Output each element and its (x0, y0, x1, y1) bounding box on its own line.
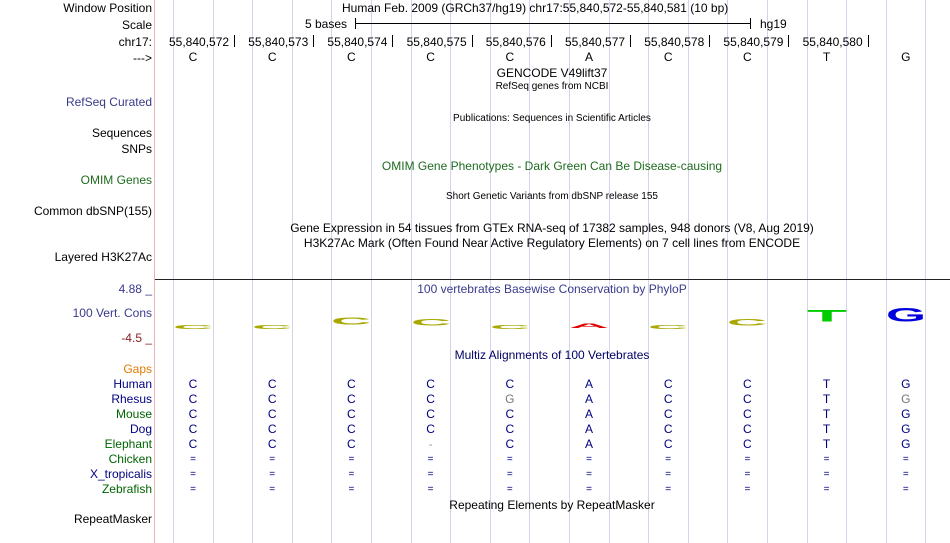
alignment-base: T (822, 392, 831, 406)
alignment-base: = (744, 454, 751, 465)
svg-text:C: C (489, 325, 532, 329)
scale-bar (355, 18, 751, 30)
ruler-tick (788, 35, 789, 47)
ruler-position: 55,840,579 (723, 35, 784, 49)
alignment-base: A (584, 377, 594, 391)
grid-line (371, 0, 372, 543)
alignment-base: = (665, 469, 672, 480)
alignment-base: C (505, 437, 515, 451)
alignment-base: = (269, 454, 276, 465)
scale-bases: 5 bases (305, 17, 348, 31)
base-letter: C (267, 50, 277, 64)
species-label[interactable]: X_tropicalis (89, 467, 152, 481)
alignment-base: T (822, 377, 831, 391)
ruler-tick (392, 35, 393, 47)
species-label[interactable]: Mouse (115, 407, 152, 421)
repeatmasker-label[interactable]: RepeatMasker (73, 512, 152, 526)
ruler-position: 55,840,576 (485, 35, 546, 49)
alignment-base: C (743, 377, 752, 391)
alignment-base: = (506, 469, 513, 480)
alignment-base: = (902, 469, 909, 480)
grid-line (886, 0, 887, 543)
grid-line (411, 0, 412, 543)
refseq-track-subtitle[interactable]: RefSeq genes from NCBI (495, 81, 609, 92)
ruler-position: 55,840,577 (565, 35, 626, 49)
alignment-base: = (823, 469, 830, 480)
alignment-base: A (584, 422, 594, 436)
svg-text:A: A (569, 323, 610, 328)
alignment-base: = (269, 469, 276, 480)
alignment-base: C (347, 377, 356, 391)
window-position-value: Human Feb. 2009 (GRCh37/hg19) chr17:55,840,572-55,840,581 (10 bp) (342, 1, 729, 15)
dbsnp-label[interactable]: Common dbSNP(155) (33, 204, 152, 218)
alignment-base: = (744, 484, 751, 495)
refseq-curated-label[interactable]: RefSeq Curated (65, 95, 152, 109)
alignment-base: A (584, 437, 594, 451)
alignment-base: G (901, 392, 911, 406)
svg-text:C: C (252, 325, 294, 329)
alignment-base: T (822, 422, 831, 436)
base-letter: C (743, 50, 752, 64)
alignment-base: C (505, 377, 515, 391)
cons-max-label: 4.88 _ (118, 282, 152, 296)
alignment-base: = (744, 469, 751, 480)
phylop-track-title[interactable]: 100 vertebrates Basewise Conservation by PhyloP (417, 282, 687, 296)
alignment-base: C (267, 392, 277, 406)
logo-letter (884, 307, 928, 322)
track-divider (155, 279, 950, 280)
base-letter: C (505, 50, 515, 64)
grid-line (767, 0, 768, 543)
alignment-base: = (506, 454, 513, 465)
alignment-base: = (190, 484, 196, 495)
alignment-base: C (188, 422, 198, 436)
logo-letter (646, 318, 690, 329)
alignment-base: C (347, 437, 356, 451)
svg-text:C: C (727, 319, 768, 326)
alignment-base: C (267, 422, 277, 436)
gtex-track-title[interactable]: Gene Expression in 54 tissues from GTEx RNA-seq of 17382 samples, 948 donors (V8, Aug 2019) (290, 221, 814, 235)
base-letter: C (426, 50, 435, 64)
alignment-base: C (426, 392, 435, 406)
ruler-tick (551, 35, 552, 47)
ruler-tick (472, 35, 473, 47)
alignment-base: C (663, 407, 673, 421)
svg-text:C: C (648, 325, 690, 329)
species-label[interactable]: Rhesus (111, 392, 152, 406)
alignment-base: A (584, 407, 594, 421)
strand-label: ---> (133, 51, 152, 65)
alignment-base: T (822, 437, 831, 451)
alignment-base: = (665, 484, 672, 495)
alignment-base: = (586, 484, 592, 495)
ruler-position: 55,840,573 (248, 35, 309, 49)
species-label[interactable]: Dog (129, 422, 152, 436)
base-letter: A (584, 50, 594, 64)
omim-track-title[interactable]: OMIM Gene Phenotypes - Dark Green Can Be Disease-causing (381, 159, 723, 173)
grid-line (292, 0, 293, 543)
logo-letter (488, 318, 532, 329)
base-letter: C (188, 50, 198, 64)
logo-letter (329, 314, 373, 325)
alignment-base: C (188, 407, 198, 421)
grid-line (173, 0, 174, 543)
ruler-position: 55,840,580 (802, 35, 863, 49)
alignment-base: G (901, 437, 911, 451)
ruler-position: 55,840,578 (644, 35, 705, 49)
logo-letter (567, 317, 611, 328)
species-label[interactable]: Elephant (104, 437, 152, 451)
base-letter: T (822, 50, 831, 64)
alignment-base: C (188, 392, 198, 406)
h3k27ac-track-title[interactable]: H3K27Ac Mark (Often Found Near Active Regulatory Elements) on 7 cell lines from ENCODE (303, 236, 801, 250)
alignment-base: G (901, 407, 911, 421)
alignment-base: C (505, 422, 515, 436)
alignment-base: C (743, 392, 752, 406)
gaps-label[interactable]: Gaps (123, 362, 152, 376)
alignment-base: = (348, 484, 355, 495)
base-letter: C (347, 50, 356, 64)
ruler-position: 55,840,572 (169, 35, 230, 49)
logo-letter (250, 318, 294, 329)
alignment-base: = (823, 454, 830, 465)
alignment-base: = (902, 454, 909, 465)
window-position-label: Window Position (63, 1, 152, 15)
alignment-base: C (188, 437, 198, 451)
species-label[interactable]: Zebrafish (101, 482, 152, 496)
svg-text:C: C (410, 319, 451, 326)
alignment-base: = (190, 454, 196, 465)
alignment-base: C (188, 377, 198, 391)
alignment-base: G (505, 392, 515, 406)
alignment-base: C (267, 437, 277, 451)
alignment-base: = (506, 484, 513, 495)
alignment-base: G (901, 377, 911, 391)
dbsnp-track-title[interactable]: Short Genetic Variants from dbSNP release 155 (446, 191, 658, 202)
grid-line (688, 0, 689, 543)
alignment-base: C (505, 407, 515, 421)
sequences-label[interactable]: Sequences (91, 126, 152, 140)
alignment-base: C (267, 407, 277, 421)
alignment-base: = (190, 469, 196, 480)
species-label[interactable]: Chicken (108, 452, 152, 466)
alignment-base: C (347, 392, 356, 406)
alignment-base: G (901, 422, 911, 436)
logo-letter (805, 309, 849, 322)
logo-letter (409, 315, 453, 326)
label-column-separator (154, 0, 155, 543)
base-letter: C (663, 50, 673, 64)
alignment-base: = (269, 484, 276, 495)
svg-text:C: C (173, 325, 215, 329)
alignment-base: C (426, 422, 435, 436)
grid-line (213, 0, 214, 543)
alignment-base: T (822, 407, 831, 421)
alignment-base: C (743, 422, 752, 436)
ruler-position: 55,840,574 (327, 35, 388, 49)
grid-line (807, 0, 808, 543)
alignment-base: C (426, 407, 435, 421)
repeatmasker-track-title[interactable]: Repeating Elements by RepeatMasker (449, 498, 655, 512)
alignment-base: A (584, 392, 594, 406)
alignment-base: C (347, 407, 356, 421)
chrom-label: chr17: (118, 35, 152, 49)
grid-line (609, 0, 610, 543)
alignment-base: C (743, 437, 752, 451)
snps-label[interactable]: SNPs (121, 142, 152, 156)
grid-line (252, 0, 253, 543)
base-letter: G (901, 50, 911, 64)
grid-line (490, 0, 491, 543)
alignment-base: = (823, 484, 830, 495)
grid-line (727, 0, 728, 543)
alignment-base: = (665, 454, 672, 465)
ruler-tick (709, 35, 710, 47)
logo-letter (171, 318, 215, 329)
multiz-track-title[interactable]: Multiz Alignments of 100 Vertebrates (454, 348, 650, 362)
alignment-base: C (663, 392, 673, 406)
species-label[interactable]: Human (113, 377, 152, 391)
alignment-base: C (267, 377, 277, 391)
publications-track-title[interactable]: Publications: Sequences in Scientific Articles (453, 113, 651, 124)
ruler-tick (630, 35, 631, 47)
svg-text:C: C (331, 317, 372, 325)
cons-track-label[interactable]: 100 Vert. Cons (72, 306, 152, 320)
alignment-base: = (427, 454, 434, 465)
omim-genes-label[interactable]: OMIM Genes (80, 173, 152, 187)
scale-label: Scale (121, 18, 152, 32)
alignment-base: = (586, 469, 592, 480)
alignment-base: C (663, 437, 673, 451)
alignment-base: C (663, 377, 673, 391)
scale-assembly: hg19 (760, 17, 787, 31)
svg-text:T: T (806, 309, 849, 322)
svg-text:G: G (885, 307, 926, 322)
grid-line (846, 0, 847, 543)
alignment-base: C (426, 377, 435, 391)
ruler-tick (313, 35, 314, 47)
alignment-base: C (347, 422, 356, 436)
ruler-tick (234, 35, 235, 47)
grid-line (450, 0, 451, 543)
ruler-position: 55,840,575 (406, 35, 467, 49)
alignment-base: = (427, 484, 434, 495)
alignment-base: = (427, 469, 434, 480)
alignment-base: = (348, 469, 355, 480)
grid-line (925, 0, 926, 543)
grid-line (331, 0, 332, 543)
alignment-base: = (902, 484, 909, 495)
cons-min-label: -4.5 _ (121, 331, 152, 345)
logo-letter (725, 315, 769, 326)
gencode-track-title[interactable]: GENCODE V49lift37 (496, 66, 608, 80)
alignment-base: - (428, 437, 433, 451)
alignment-base: = (586, 454, 592, 465)
grid-line (648, 0, 649, 543)
ruler-tick (868, 35, 869, 47)
alignment-base: C (743, 407, 752, 421)
h3k27ac-label[interactable]: Layered H3K27Ac (54, 250, 152, 264)
alignment-base: = (348, 454, 355, 465)
alignment-base: C (663, 422, 673, 436)
